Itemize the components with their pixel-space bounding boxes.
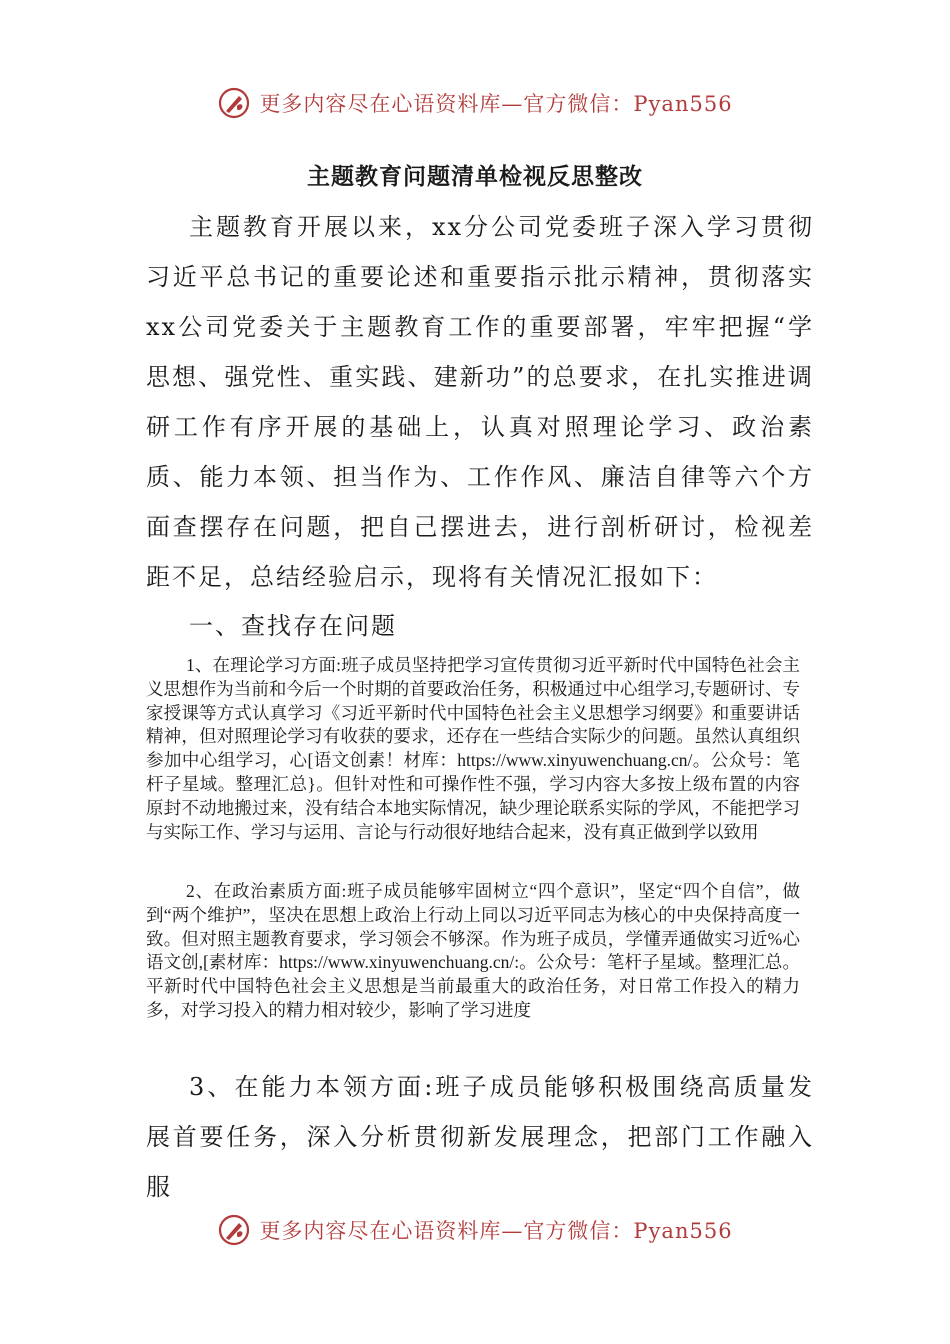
- section-heading: 一、查找存在问题: [189, 612, 397, 640]
- intro-paragraph: 主题教育开展以来，xx分公司党委班子深入学习贯彻习近平总书记的重要论述和重要指示批示精神，贯彻落实xx公司党委关于主题教育工作的重要部署，牢牢把握“学思想、强党性、重实践、建新功”的总要求，在扎实推进调研工作有序开展的基础上，认真对照理论学习、政治素质、能力本领、担当作为、工作作风、廉洁自律等六个方面查摆存在问题，把自己摆进去，进行剖析研讨，检视差距不足，总结经验启示，现将有关情况汇报如下：: [146, 213, 814, 591]
- footer-banner: [0, 1205, 950, 1255]
- item-ability: 3、在能力本领方面:班子成员能够积极围绕高质量发展首要任务，深入分析贯彻新发展理念，把部门工作融入服: [146, 1073, 814, 1201]
- banner-text: 更多内容尽在心语资料库—官方微信：Pyan556: [259, 1219, 733, 1243]
- header-banner: [0, 78, 950, 128]
- pen-heart-logo-icon: [217, 1213, 251, 1247]
- item-theory-study: 1、在理论学习方面:班子成员坚持把学习宣传贯彻习近平新时代中国特色社会主义思想作为当前和今后一个时期的首要政治任务，积极通过中心组学习,专题研讨、专家授课等方式认真学习《习近平新时代中国特色社会主义思想学习纲要》和重要讲话精神，但对照理论学习有收获的要求，还存在一些结合实际少的问题。虽然认真组织参加中心组学习，心[语文创素！材库：https://www.xinyuwenchuang.cn/。公众号：笔杆子星域。整理汇总}。但针对性和可操作性不强，学习内容大多按上级布置的内容原封不动地搬过来，没有结合本地实际情况，缺少理论联系实际的学风，不能把学习与实际工作、学习与运用、言论与行动很好地结合起来，没有真正做到学以致用: [146, 655, 800, 842]
- pen-heart-logo-icon: [217, 86, 251, 120]
- document-title: 主题教育问题清单检视反思整改: [307, 163, 643, 190]
- item-political-quality: 2、在政治素质方面:班子成员能够牢固树立“四个意识”，坚定“四个自信”，做到“两个维护”，坚决在思想上政治上行动上同以习近平同志为核心的中央保持高度一致。但对照主题教育要求，学习领会不够深。作为班子成员，学懂弄通做实习近%心语文创,[素材库：https://www.xinyuwenchuang.cn/:。公众号：笔杆子星域。整理汇总。平新时代中国特色社会主义思想是当前最重大的政治任务，对日常工作投入的精力多，对学习投入的精力相对较少，影响了学习进度: [146, 881, 800, 1020]
- banner-text: 更多内容尽在心语资料库—官方微信：Pyan556: [259, 92, 733, 116]
